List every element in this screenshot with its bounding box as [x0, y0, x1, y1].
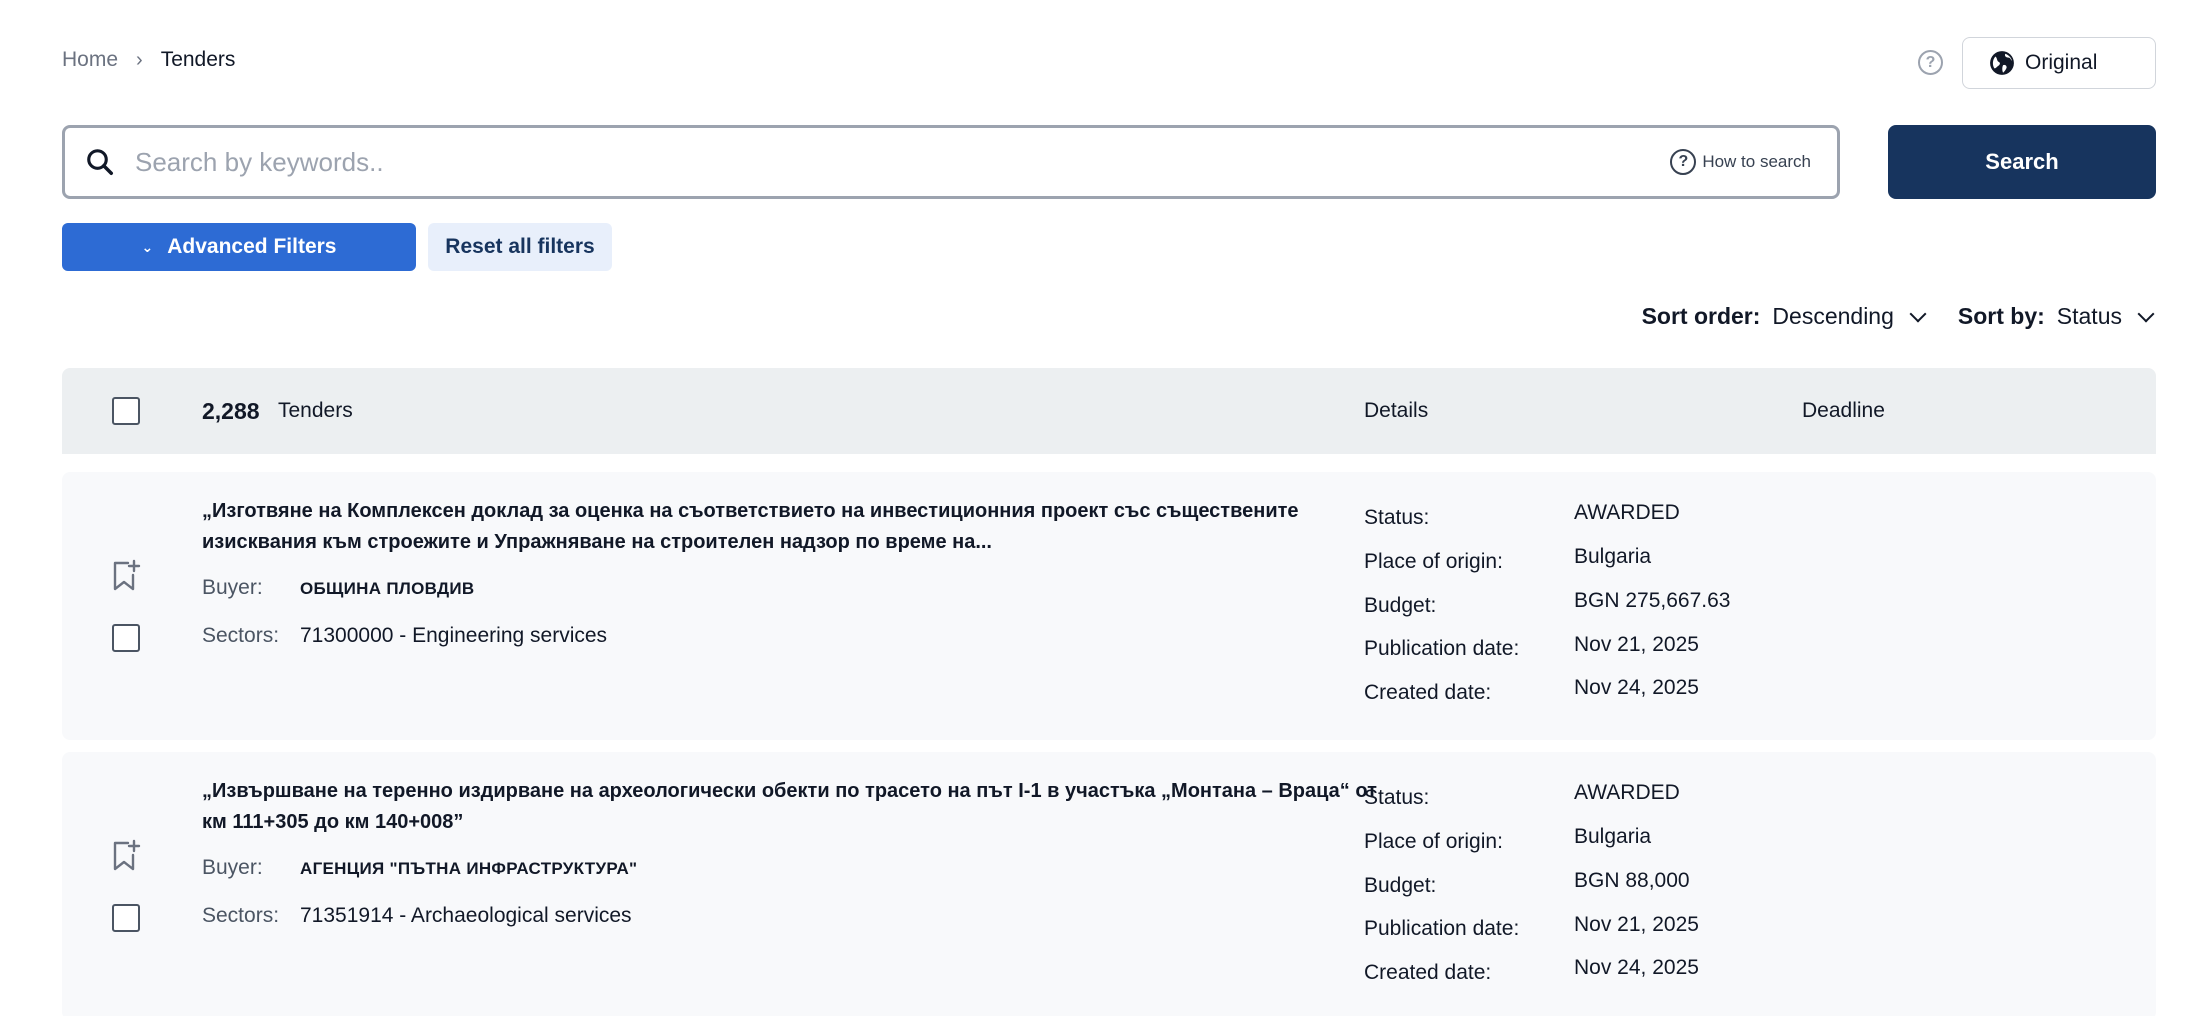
- question-icon: ?: [1670, 149, 1696, 175]
- sectors-label: Sectors:: [202, 904, 280, 927]
- reset-filters-button[interactable]: Reset all filters: [428, 223, 612, 271]
- tender-title-link[interactable]: „Изготвяне на Комплексен доклад за оценка на съответствието на инвестиционния проект със съществените изисквания към строежите и Упражняване на строителен надзор по време на...: [202, 500, 1299, 553]
- status-value: AWARDED: [1574, 781, 1680, 804]
- chevron-down-icon: [2138, 305, 2155, 322]
- origin-label: Place of origin:: [1364, 550, 1503, 573]
- status-label: Status:: [1364, 506, 1430, 529]
- advanced-filters-button[interactable]: [62, 223, 416, 271]
- budget-value: BGN 88,000: [1574, 869, 1690, 892]
- status-label: Status:: [1364, 786, 1430, 809]
- row-checkbox[interactable]: [112, 904, 140, 932]
- details-column-header: Details: [1364, 399, 1429, 422]
- search-icon: [85, 147, 115, 177]
- buyer-value: ОБЩИНА ПЛОВДИВ: [300, 579, 475, 598]
- buyer-value: АГЕНЦИЯ "ПЪТНА ИНФРАСТРУКТУРА": [300, 859, 638, 878]
- results-label: Tenders: [278, 399, 353, 422]
- sort-by-dropdown[interactable]: [1958, 303, 2152, 330]
- sort-by-label: Sort by:: [1957, 303, 2045, 329]
- origin-label: Place of origin:: [1364, 830, 1503, 853]
- advanced-filters-label: Advanced Filters: [167, 235, 337, 258]
- tender-title-link[interactable]: „Извършване на теренно издирване на археологически обекти по трасето на път I-1 в участъка „Монтана – Враца“ от км 111+305 до км 140+008”: [202, 780, 1377, 833]
- created-date-label: Created date:: [1364, 961, 1492, 984]
- bookmark-add-icon[interactable]: [110, 839, 142, 873]
- search-box: [62, 125, 1840, 199]
- created-date-value: Nov 24, 2025: [1574, 956, 1699, 979]
- budget-label: Budget:: [1364, 594, 1437, 617]
- origin-value: Bulgaria: [1574, 545, 1652, 568]
- publication-date-value: Nov 21, 2025: [1574, 633, 1699, 656]
- sort-by-value: Status: [2056, 303, 2122, 329]
- tender-row[interactable]: [62, 752, 2156, 1016]
- origin-value: Bulgaria: [1574, 825, 1652, 848]
- how-to-search-link[interactable]: [1670, 149, 1811, 175]
- chevron-down-icon: ⌄: [141, 238, 154, 255]
- table-header: [62, 368, 2156, 454]
- buyer-label: Buyer:: [202, 576, 263, 599]
- results-count: 2,288: [202, 398, 260, 424]
- bookmark-add-icon[interactable]: [110, 559, 142, 593]
- status-value: AWARDED: [1574, 501, 1680, 524]
- how-to-search-label: How to search: [1702, 152, 1811, 171]
- help-icon[interactable]: ?: [1918, 50, 1943, 75]
- budget-value: BGN 275,667.63: [1574, 589, 1731, 612]
- sectors-label: Sectors:: [202, 624, 280, 647]
- sectors-value: 71351914 - Archaeological services: [300, 904, 632, 927]
- sort-order-label: Sort order:: [1641, 303, 1761, 329]
- search-input[interactable]: [135, 147, 1670, 178]
- deadline-column-header: Deadline: [1802, 399, 1885, 422]
- sectors-value: 71300000 - Engineering services: [300, 624, 608, 647]
- globe-icon: [1989, 50, 2015, 76]
- language-button[interactable]: [1962, 37, 2156, 89]
- publication-date-label: Publication date:: [1364, 637, 1520, 660]
- breadcrumb: [62, 48, 235, 72]
- budget-label: Budget:: [1364, 874, 1437, 897]
- tender-row[interactable]: [62, 472, 2156, 740]
- sort-controls: [1608, 303, 2152, 330]
- sort-order-dropdown[interactable]: [1642, 303, 1924, 330]
- breadcrumb-separator: ›: [136, 48, 143, 71]
- select-all-checkbox[interactable]: [112, 397, 140, 425]
- breadcrumb-home-link[interactable]: Home: [62, 48, 119, 71]
- created-date-value: Nov 24, 2025: [1574, 676, 1699, 699]
- sort-order-value: Descending: [1772, 303, 1894, 329]
- chevron-down-icon: [1909, 305, 1926, 322]
- publication-date-label: Publication date:: [1364, 917, 1520, 940]
- created-date-label: Created date:: [1364, 681, 1492, 704]
- row-checkbox[interactable]: [112, 624, 140, 652]
- buyer-label: Buyer:: [202, 856, 263, 879]
- breadcrumb-current: Tenders: [160, 48, 236, 71]
- publication-date-value: Nov 21, 2025: [1574, 913, 1699, 936]
- search-button[interactable]: Search: [1888, 125, 2156, 199]
- language-label: Original: [2025, 51, 2098, 74]
